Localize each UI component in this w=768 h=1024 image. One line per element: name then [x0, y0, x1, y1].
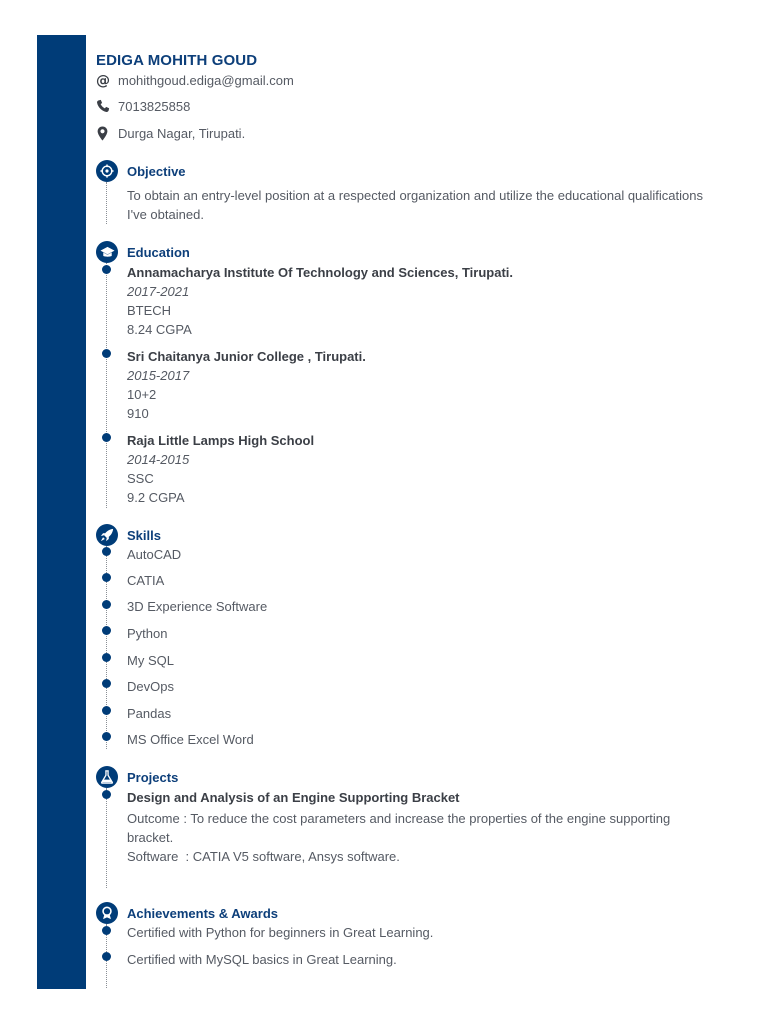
timeline-dot	[102, 433, 111, 442]
education-degree: 10+2	[127, 387, 157, 402]
achievement-item: Certified with MySQL basics in Great Learning.	[127, 952, 397, 967]
projects-title: Projects	[127, 770, 179, 785]
education-years: 2015-2017	[127, 368, 190, 383]
skill-item: My SQL	[127, 653, 174, 668]
school-name: Sri Chaitanya Junior College , Tirupati.	[127, 349, 366, 364]
education-score: 910	[127, 406, 149, 421]
achievements-title: Achievements & Awards	[127, 906, 279, 921]
contact-email	[96, 71, 294, 89]
skill-item: 3D Experience Software	[127, 599, 268, 614]
skill-item: Python	[127, 626, 168, 641]
skills-title: Skills	[127, 528, 161, 543]
rocket-icon	[96, 524, 118, 546]
timeline-dot	[102, 732, 111, 741]
sidebar-accent-bar	[37, 35, 86, 989]
education-degree: BTECH	[127, 303, 172, 318]
address-text: Durga Nagar, Tirupati.	[118, 125, 246, 141]
school-name: Annamacharya Institute Of Technology and Sciences, Tirupati.	[127, 265, 513, 280]
education-item	[127, 263, 717, 339]
award-icon	[96, 902, 118, 924]
skill-item: CATIA	[127, 573, 165, 588]
projects-section	[96, 766, 716, 890]
at-icon	[96, 71, 114, 89]
education-item	[127, 347, 717, 423]
education-degree: SSC	[127, 471, 154, 486]
education-score: 9.2 CGPA	[127, 490, 185, 505]
map-pin-icon	[96, 124, 114, 142]
education-section	[96, 241, 716, 511]
contact-phone	[96, 97, 190, 115]
timeline-dot	[102, 600, 111, 609]
skill-item: Pandas	[127, 706, 172, 721]
flask-icon	[96, 766, 118, 788]
achievement-item: Certified with Python for beginners in Great Learning.	[127, 925, 434, 940]
email-text[interactable]: mohithgoud.ediga@gmail.com	[118, 72, 294, 88]
timeline-dot	[102, 952, 111, 961]
education-title: Education	[127, 245, 190, 260]
school-name: Raja Little Lamps High School	[127, 433, 315, 448]
education-header	[96, 241, 716, 265]
timeline-dot	[102, 547, 111, 556]
timeline-dot	[102, 265, 111, 274]
project-outcome: Outcome : To reduce the cost parameters and increase the properties of the engine supporting bracket.	[127, 811, 671, 845]
achievements-section	[96, 902, 716, 992]
timeline-dot	[102, 349, 111, 358]
skill-item: MS Office Excel Word	[127, 732, 254, 747]
objective-header	[96, 160, 716, 184]
projects-header	[96, 766, 716, 790]
objective-section	[96, 160, 716, 230]
timeline-dot	[102, 790, 111, 799]
projects-timeline	[106, 788, 107, 888]
timeline-dot	[102, 653, 111, 662]
objective-title: Objective	[127, 164, 186, 179]
objective-timeline	[106, 182, 107, 224]
education-score: 8.24 CGPA	[127, 322, 192, 337]
skill-item: DevOps	[127, 679, 174, 694]
phone-text: 7013825858	[118, 98, 191, 114]
svg-text:@: @	[96, 72, 111, 88]
project-name: Design and Analysis of an Engine Supporting Bracket	[127, 790, 460, 805]
target-icon	[96, 160, 118, 182]
project-item	[127, 788, 717, 866]
objective-text: To obtain an entry-level position at a respected organization and utilize the educational qualifications I've obtained.	[127, 188, 703, 222]
candidate-name: EDIGA MOHITH GOUD	[96, 52, 258, 69]
contact-address	[96, 124, 245, 142]
phone-icon	[96, 97, 114, 115]
education-years: 2017-2021	[127, 284, 190, 299]
timeline-dot	[102, 573, 111, 582]
timeline-dot	[102, 626, 111, 635]
project-software: Software : CATIA V5 software, Ansys software.	[127, 849, 400, 864]
timeline-dot	[102, 679, 111, 688]
skills-section	[96, 524, 716, 754]
education-item	[127, 431, 717, 507]
timeline-dot	[102, 706, 111, 715]
timeline-dot	[102, 926, 111, 935]
skill-item: AutoCAD	[127, 547, 182, 562]
education-years: 2014-2015	[127, 452, 190, 467]
graduation-cap-icon	[96, 241, 118, 263]
education-timeline	[106, 263, 107, 508]
